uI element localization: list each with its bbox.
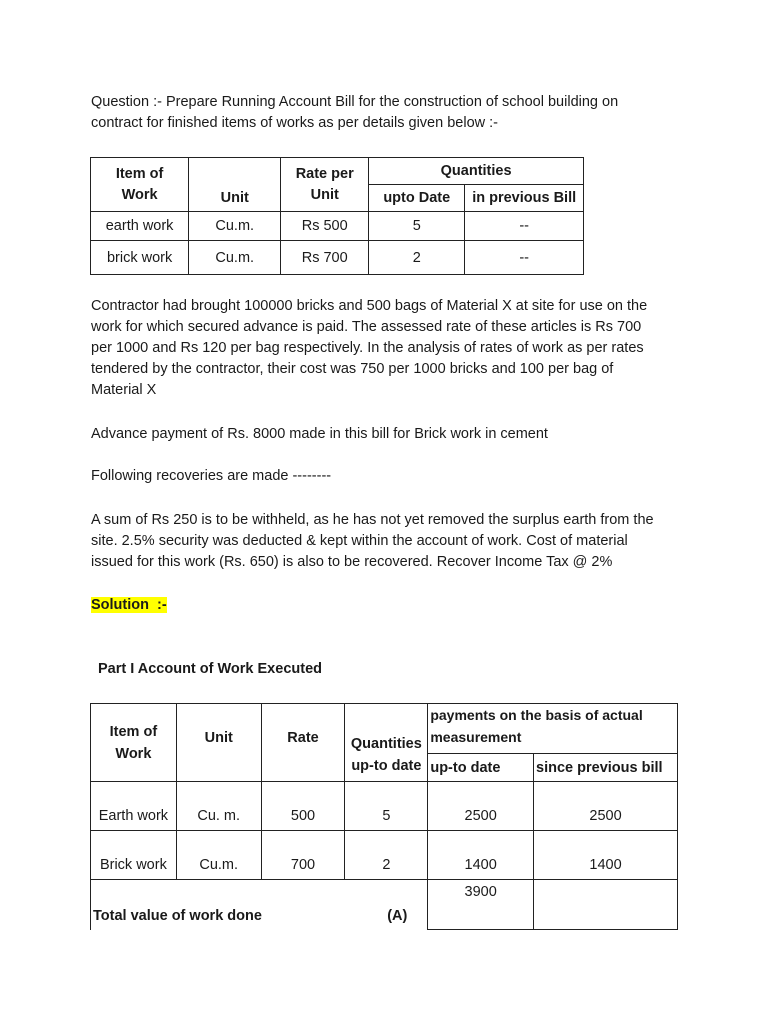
contractor-line: per 1000 and Rs 120 per bag respectively. In the analysis of rates of work as per rates bbox=[91, 340, 644, 356]
header-upto-date: upto Date bbox=[369, 185, 465, 212]
total-row bbox=[91, 880, 678, 930]
cell-unit: Cu. m. bbox=[176, 782, 261, 831]
question-text bbox=[91, 92, 691, 134]
header-quantities-upto-date: Quantities up-to date bbox=[345, 704, 428, 782]
cell-qty: 5 bbox=[345, 782, 428, 831]
withheld-line: site. 2.5% security was deducted & kept within the account of work. Cost of material bbox=[91, 533, 628, 549]
question-line-1: Question :- Prepare Running Account Bill for the construction of school building on bbox=[91, 94, 619, 110]
cell-upto: 2 bbox=[369, 241, 465, 275]
total-label-cell bbox=[91, 880, 428, 930]
header-payments: payments on the basis of actual measurement bbox=[428, 704, 678, 754]
cell-unit: Cu.m. bbox=[189, 212, 281, 241]
cell-upto: 5 bbox=[369, 212, 465, 241]
table-row bbox=[91, 241, 584, 275]
table-row bbox=[91, 212, 584, 241]
contractor-paragraph bbox=[91, 296, 691, 401]
solution-label: Solution :- bbox=[91, 597, 167, 613]
withheld-line: issued for this work (Rs. 650) is also to be recovered. Recover Income Tax @ 2% bbox=[91, 554, 613, 570]
cell-rate: Rs 500 bbox=[281, 212, 369, 241]
header-rate: Rate bbox=[261, 704, 345, 782]
advance-paragraph: Advance payment of Rs. 8000 made in this bill for Brick work in cement bbox=[91, 426, 548, 442]
cell-rate: 500 bbox=[261, 782, 345, 831]
header-upto-date: up-to date bbox=[428, 754, 534, 782]
cell-qty: 2 bbox=[345, 831, 428, 880]
header-item-of-work: Item of Work bbox=[91, 704, 177, 782]
work-executed-table bbox=[90, 703, 678, 930]
total-marker: (A) bbox=[387, 907, 408, 924]
header-item-of-work: Item of Work bbox=[91, 158, 189, 212]
cell-upto: 2500 bbox=[428, 782, 534, 831]
header-quantities: Quantities bbox=[369, 158, 584, 185]
cell-previous: -- bbox=[465, 212, 584, 241]
table-row bbox=[91, 831, 678, 880]
cell-item: Earth work bbox=[91, 782, 177, 831]
cell-since: 2500 bbox=[534, 782, 678, 831]
question-line-2: contract for finished items of works as per details given below :- bbox=[91, 115, 498, 131]
header-unit-top bbox=[189, 158, 281, 185]
contractor-line: work for which secured advance is paid. The assessed rate of these articles is Rs 700 bbox=[91, 319, 642, 335]
cell-previous: -- bbox=[465, 241, 584, 275]
part1-title: Part I Account of Work Executed bbox=[98, 661, 322, 677]
solution-heading bbox=[91, 595, 167, 616]
cell-unit: Cu.m. bbox=[189, 241, 281, 275]
total-since-empty bbox=[534, 880, 678, 930]
header-rate-per-unit: Rate per Unit bbox=[281, 158, 369, 212]
table-row bbox=[91, 782, 678, 831]
header-previous-bill: in previous Bill bbox=[465, 185, 584, 212]
header-since-previous-bill: since previous bill bbox=[534, 754, 678, 782]
items-table bbox=[90, 157, 584, 275]
cell-rate: Rs 700 bbox=[281, 241, 369, 275]
contractor-line: tendered by the contractor, their cost was 750 per 1000 bricks and 100 per bag of bbox=[91, 361, 614, 377]
withheld-paragraph bbox=[91, 510, 691, 573]
header-unit: Unit bbox=[176, 704, 261, 782]
cell-since: 1400 bbox=[534, 831, 678, 880]
withheld-line: A sum of Rs 250 is to be withheld, as he has not yet removed the surplus earth from the bbox=[91, 512, 654, 528]
cell-upto: 1400 bbox=[428, 831, 534, 880]
total-label: Total value of work done bbox=[93, 907, 262, 924]
cell-item: brick work bbox=[91, 241, 189, 275]
cell-unit: Cu.m. bbox=[176, 831, 261, 880]
cell-item: Brick work bbox=[91, 831, 177, 880]
header-unit: Unit bbox=[189, 185, 281, 212]
recoveries-paragraph: Following recoveries are made -------- bbox=[91, 468, 332, 484]
cell-item: earth work bbox=[91, 212, 189, 241]
contractor-line: Material X bbox=[91, 382, 157, 398]
cell-rate: 700 bbox=[261, 831, 345, 880]
total-value: 3900 bbox=[428, 880, 534, 930]
contractor-line: Contractor had brought 100000 bricks and 500 bags of Material X at site for use on the bbox=[91, 298, 648, 314]
